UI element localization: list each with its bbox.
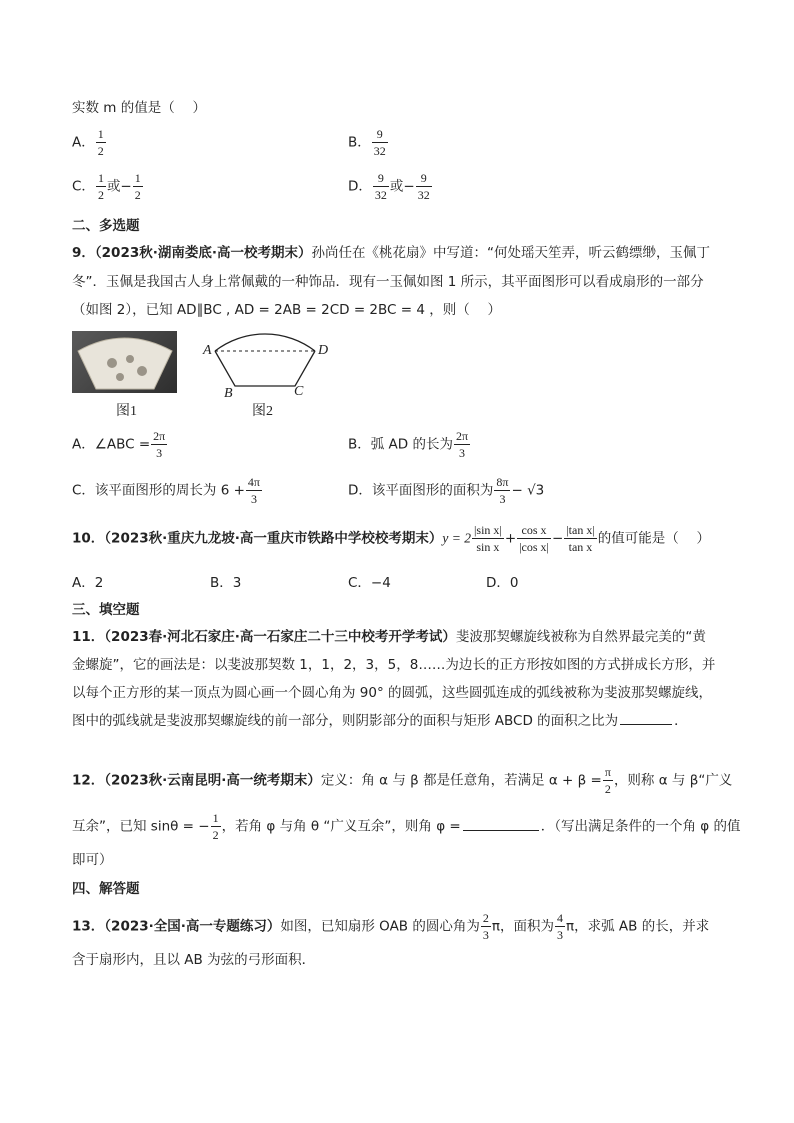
q9-line3: （如图 2），已知 AD∥BC , AD = 2AB = 2CD = 2BC = 4 ，则（ ） [72,302,502,318]
q9-option-c[interactable]: C．该平面图形的周长为 6 + $\frac{4\pi}{3}$ [72,475,260,506]
q11-answer-blank[interactable] [620,712,672,725]
q11-line3: 以每个正方形的某一顶点为圆心画一个圆心角为 90° 的圆弧，这些圆弧连成的弧线被称为斐波那契螺旋线， [72,685,713,701]
q12-line3: 即可） [72,852,113,868]
q11-line2: 金螺旋”，它的画法是：以斐波那契数 1，1，2，3，5，8……为边长的正方形按如图的方式拼成长方形，并 [72,657,716,673]
point-a-label: A [203,343,212,358]
q9-line1: 9．（2023秋·湖南娄底·高一校考期末）孙尚任在《桃花扇》中写道：“何处瑶天笙弄，听云鹤缥缈，玉佩丁 [72,245,710,261]
q12-line2: 互余”，已知 sinθ = − $\frac{1}{2}$ ，若角 φ 与角 θ “广义互余”，则角 φ = ．（写出满足条件的一个角 φ 的值 [72,811,741,842]
section-answer: 四、解答题 [72,881,140,897]
q13-line2: 含于扇形内，且以 AB 为弦的弓形面积． [72,952,316,968]
arc-ad [215,334,315,351]
section-multi-choice: 二、多选题 [72,218,140,234]
q8-option-c-label: C． [72,178,95,195]
section-fill-blank: 三、填空题 [72,602,140,618]
jade-fan-shape [72,331,177,393]
q8-option-b[interactable] [348,128,389,157]
point-b-label: B [224,386,233,401]
q8-option-a[interactable] [72,128,107,157]
q8-option-b-label: B． [348,134,371,151]
q12-line1: 12．（2023秋·云南昆明·高一统考期末）定义：角 α 与 β 都是任意角，若满足 α + β = $\frac{\pi}{2}$ ，则称 α 与 β“广义 [72,765,733,796]
q11-line4: 图中的弧线就是斐波那契螺旋线的前一部分，则阴影部分的面积与矩形 ABCD 的面积之比为 ． [72,713,688,729]
point-d-label: D [318,343,329,358]
q8-option-a-label: A． [72,134,95,151]
q11-line1: 11．（2023春·河北石家庄·高一石家庄二十三中校考开学考试）斐波那契螺旋线被称为自然界最完美的“黄 [72,629,706,645]
q10-line: 10．（2023秋·重庆九龙坡·高一重庆市铁路中学校校考期末）y = 2 $\frac{\text{|sin x|}}{\text{sin x}}$ + $\frac{\text{cos x}}{\text{|cos x|}}$ − $\frac{\text{|tan x|}}{\text{tan x}}$ 的值可能是（ ） [72,523,711,554]
q10-option-d[interactable]: D．0 [486,575,519,591]
jade-pendant-photo [72,331,177,393]
fan-diagram [198,322,338,402]
q8-option-d-label: D． [348,178,372,195]
q8-option-a-frac: $\frac{1}{2}$ [97,127,104,158]
fig2-label: 图2 [252,404,273,419]
q12-answer-blank[interactable] [463,818,539,831]
q9-option-b[interactable]: B．弧 AD 的长为 $\frac{2\pi}{3}$ [348,429,469,460]
point-c-label: C [294,384,304,399]
fig1-label: 图1 [116,404,137,419]
q8-option-d[interactable]: D． $\frac{9}{32}$ 或− $\frac{9}{32}$ [348,171,430,202]
q8-option-c[interactable]: C． $\frac{1}{2}$ 或− $\frac{1}{2}$ [72,171,141,202]
q8-option-b-frac: $\frac{9}{32}$ [373,127,386,158]
q13-line1: 13．（2023·全国·高一专题练习）如图，已知扇形 OAB 的圆心角为 $\frac{2}{3}$ π，面积为 $\frac{4}{3}$ π，求弧 AB 的长，并求 [72,911,710,942]
q9-option-a[interactable]: A．∠ABC = $\frac{2\pi}{3}$ [72,429,166,460]
q10-option-a[interactable]: A．2 [72,575,104,591]
polyline-abcd [215,351,315,386]
q8-stem: 实数 m 的值是（ ） [72,100,207,116]
q9-line2: 冬”．玉佩是我国古人身上常佩戴的一种饰品．现有一玉佩如图 1 所示，其平面图形可以看成扇形的一部分 [72,274,704,290]
q10-option-b[interactable]: B．3 [210,575,242,591]
q9-option-d[interactable]: D．该平面图形的面积为 $\frac{8\pi}{3}$ − √3 [348,475,545,506]
q10-option-c[interactable]: C．−4 [348,575,391,591]
